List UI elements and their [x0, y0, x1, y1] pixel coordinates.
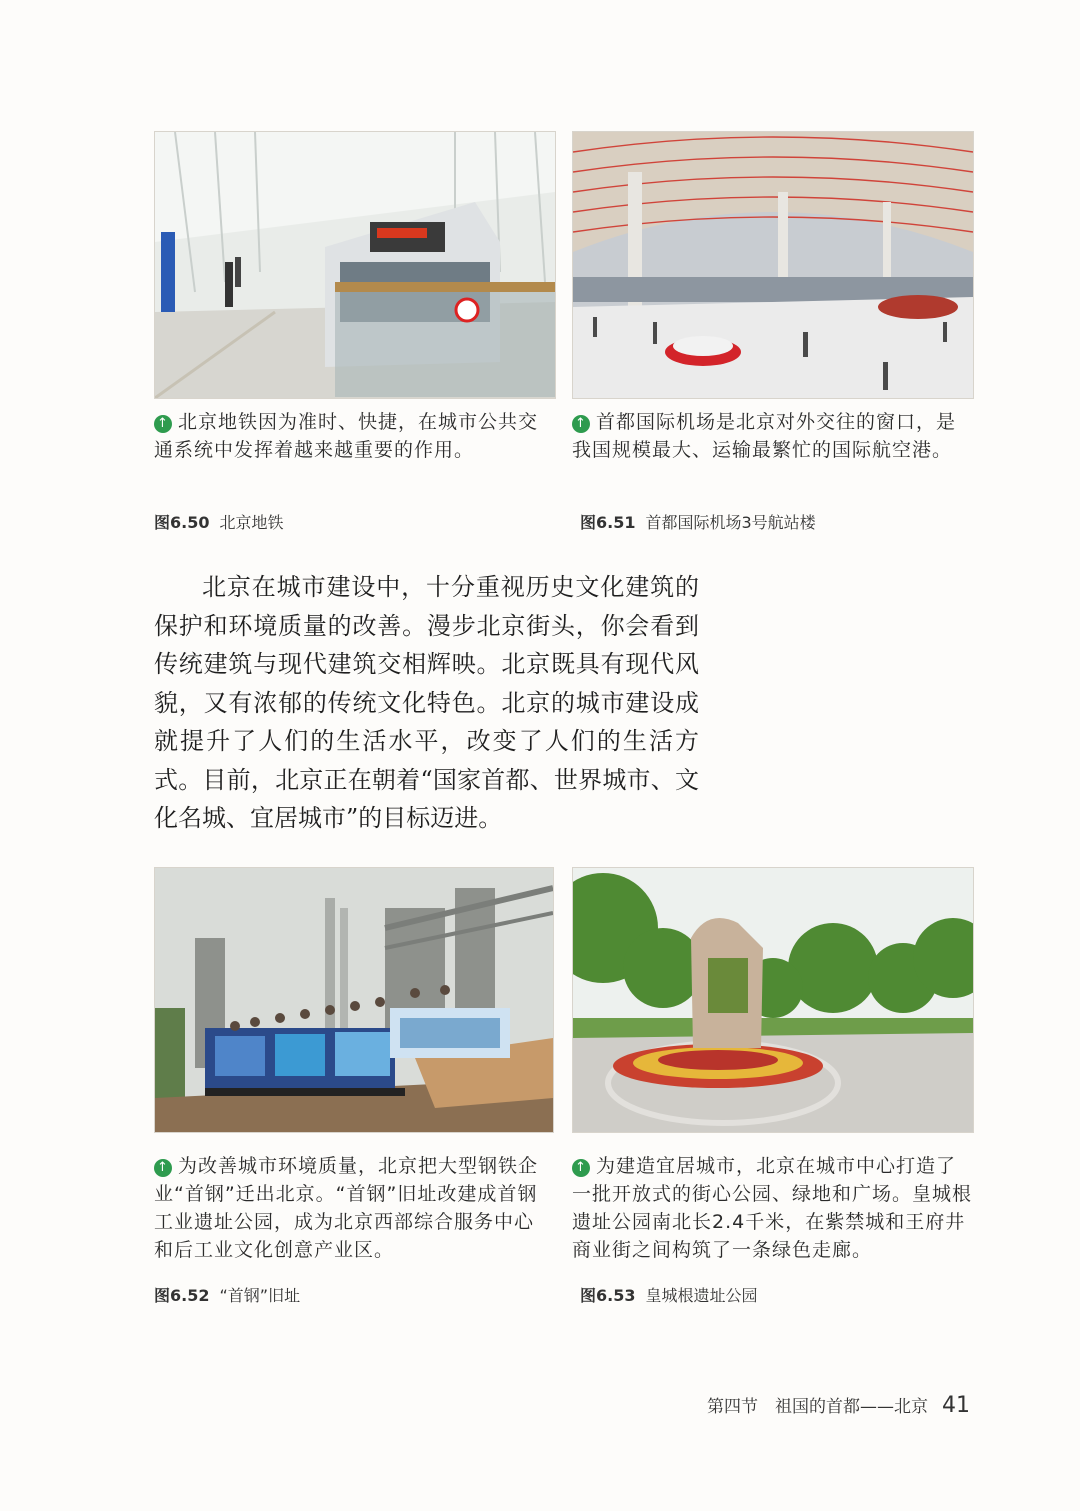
figure-title: “首钢”旧址: [219, 1286, 301, 1305]
caption-fig-6-53: ↑ 为建造宜居城市，北京在城市中心打造了一批开放式的街心公园、绿地和广场。皇城根遗址公园南北长2.4千米，在紫禁城和王府井商业街之间构筑了一条绿色走廊。: [572, 1155, 973, 1261]
airport-photo: [572, 131, 974, 399]
body-paragraph: 北京在城市建设中，十分重视历史文化建筑的保护和环境质量的改善。漫步北京街头，你会看到传统建筑与现代建筑交相辉映。北京既具有现代风貌，又有浓郁的传统文化特色。北京的城市建设成就提升了人们的生活水平，改变了人们的生活方式。目前，北京正在朝着“国家首都、世界城市、文化名城、宜居城市”的目标迈进。: [154, 573, 699, 832]
park-photo: [572, 867, 974, 1133]
caption-arrow-icon: ↑: [572, 415, 590, 433]
caption-fig-6-50: ↑ 北京地铁因为准时、快捷，在城市公共交通系统中发挥着越来越重要的作用。: [154, 411, 539, 461]
subway-photo: [154, 131, 556, 399]
caption-arrow-icon: ↑: [154, 415, 172, 433]
shougang-photo: [154, 867, 554, 1133]
caption-arrow-icon: ↑: [154, 1159, 172, 1177]
page-footer: [707, 1392, 970, 1418]
page-number: 41: [942, 1393, 970, 1418]
figure-number: 图6.51: [580, 513, 636, 532]
caption-fig-6-51: ↑ 首都国际机场是北京对外交往的窗口，是我国规模最大、运输最繁忙的国际航空港。: [572, 411, 957, 461]
caption-arrow-icon: ↑: [572, 1159, 590, 1177]
figure-number: 图6.50: [154, 513, 210, 532]
figure-title: 首都国际机场3号航站楼: [645, 513, 816, 532]
figure-number: 图6.53: [580, 1286, 636, 1305]
figure-label-6-52: [154, 1283, 300, 1306]
figure-label-6-53: [580, 1283, 758, 1306]
figure-title: 北京地铁: [219, 513, 284, 532]
section-title: 第四节 祖国的首都——北京: [707, 1397, 928, 1417]
figure-label-6-50: [154, 510, 284, 533]
figure-label-6-51: [580, 510, 816, 533]
figure-number: 图6.52: [154, 1286, 210, 1305]
figure-title: 皇城根遗址公园: [645, 1286, 758, 1305]
caption-fig-6-52: ↑ 为改善城市环境质量，北京把大型钢铁企业“首钢”迁出北京。“首钢”旧址改建成首钢工业遗址公园，成为北京西部综合服务中心和后工业文化创意产业区。: [154, 1155, 539, 1261]
